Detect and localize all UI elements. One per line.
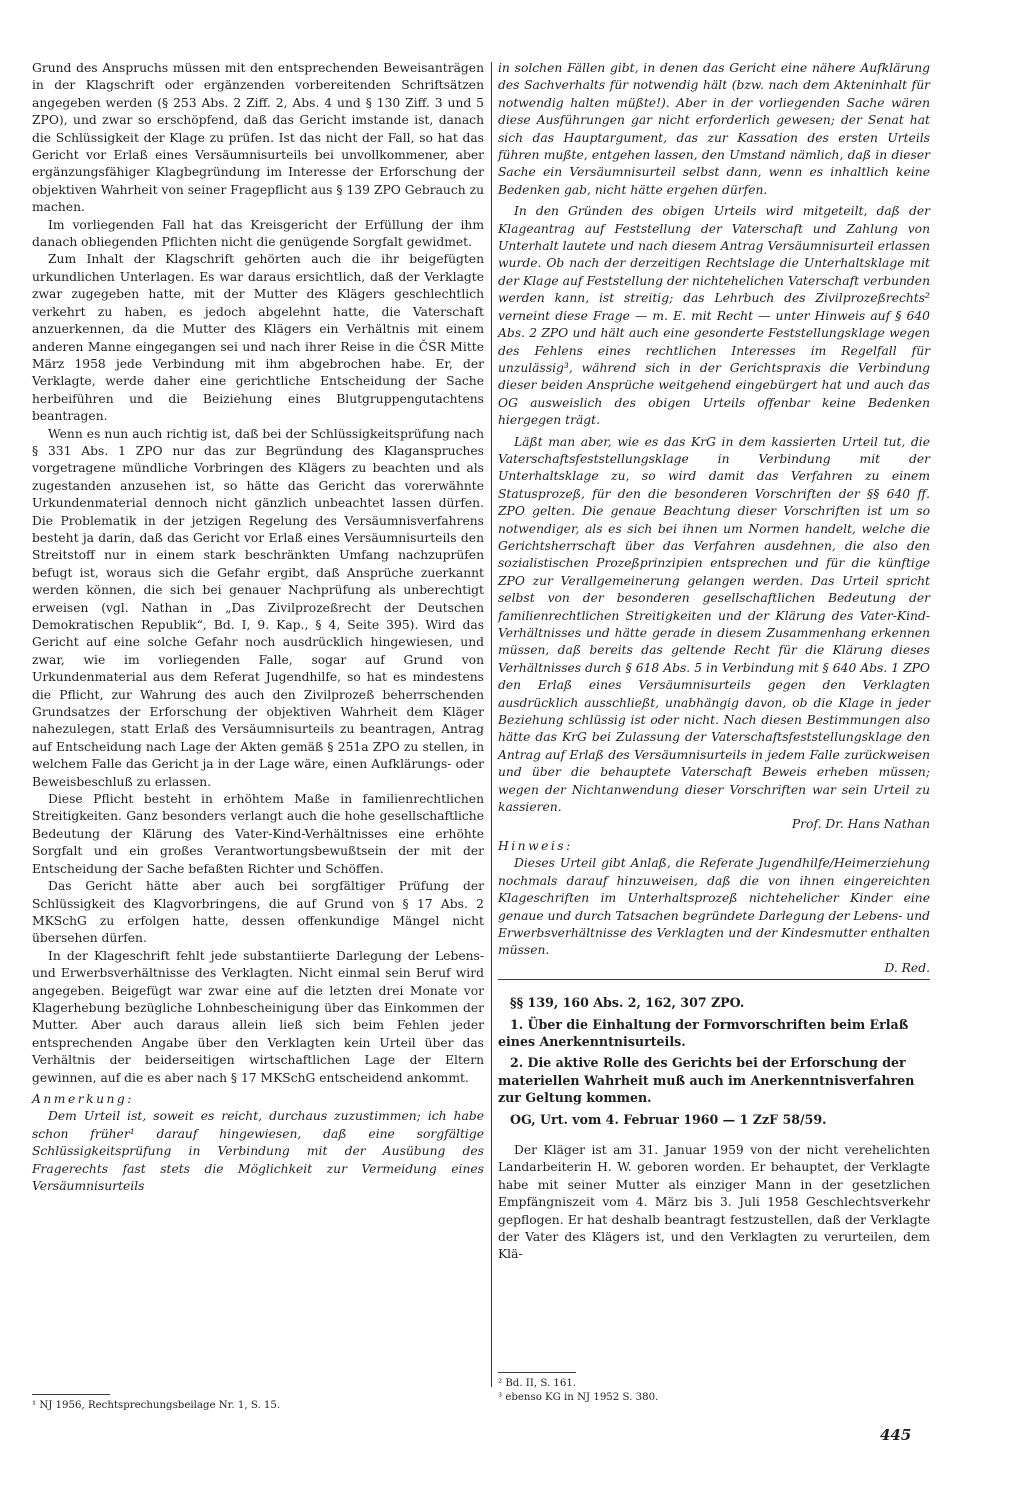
note-heading: Anmerkung: xyxy=(32,1091,134,1106)
left-paragraph-1: Grund des Anspruchs müssen mit den entsprechenden Beweisanträgen in der Klagschrift oder ergänzenden vorbereitenden Schriftsätzen angegeben werden (§ 253 Abs. 2 Ziff. 2, Abs. 4 und § 130 Ziff. 3 und 5 ZPO), und zwar so erschöpfend, daß das Gericht imstande ist, danach die Schlüssigkeit der Klage zu prüfen. Ist das nicht der Fall, so hat das Gericht vor Erlaß eines Versäumnisurteils bei unvollkommener, aber ergänzungsfähiger Klagbegründung im Interesse der Erforschung der objektiven Wahrheit von seiner Fragepflicht aus § 139 ZPO Gebrauch zu machen. xyxy=(32,61,484,215)
left-paragraph-4: Wenn es nun auch richtig ist, daß bei der Schlüssigkeitsprüfung nach § 331 Abs. 1 ZPO nur das zur Begründung des Klaganspruches vorgetragene mündliche Vorbringen des Klägers zu beachten und als zugestanden anzusehen ist, so hätte das Gericht das vorerwähnte Urkundenmaterial dennoch nicht gänzlich unbeachtet lassen dürfen. Die Problematik in der jetzigen Regelung des Versäumnisverfahrens besteht ja darin, daß das Gericht vor Erlaß eines Versäumnisurteils den Streitstoff nur in einem stark beschränkten Umfang nachzuprüfen befugt ist, woraus sich die Gefahr ergibt, daß Ansprüche zuerkannt werden können, die sich bei genauer Nachprüfung als unberechtigt erweisen (vgl. Nathan in „Das Zivilprozeßrecht der Deutschen Demokratischen Republik“, Bd. I, 9. Kap., § 4, Seite 395). Wird das Gericht auf eine solche Gefahr noch ausdrücklich hingewiesen, und zwar, wie im vorliegenden Falle, sogar auf Grund von Urkundenmaterial aus dem Referat Jugendhilfe, so hat es mindestens die Pflicht, zur Wahrung des auch den Zivilprozeß beherrschenden Grundsatzes der Erforschung der objektiven Wahrheit dem Kläger nahezulegen, statt Erlaß des Versäumnisurteils zu beantragen, Antrag auf Entscheidung nach Lage der Akten gemäß § 251a ZPO zu stellen, in welchem Falle das Gericht ja in der Lage wäre, einen Aufklärungs- oder Beweisbeschluß zu erlassen. xyxy=(32,426,484,789)
left-paragraph-3: Zum Inhalt der Klagschrift gehörten auch die ihr beigefügten urkundlichen Unterlagen. Es war daraus ersichtlich, daß der Verklagte zwar zugegeben hatte, mit der Mutter des Klägers geschlechtlich verkehrt zu haben, es jedoch abgelehnt hatte, die Vaterschaft anzuerkennen, da die Mutter des Klägers ein Verhältnis mit einem anderen Manne eingegangen sei und nach ihrer Reise in die ČSR Mitte März 1958 jede Verbindung mit ihm abgebrochen habe. Er, der Verklagte, werde daher eine gerichtliche Entscheidung der Sache herbeiführen und die Beiziehung eines Blutgruppengutachtens beantragen. xyxy=(32,252,484,424)
footnote-rule-left xyxy=(32,1394,110,1395)
left-column xyxy=(32,60,484,1195)
footnote-1: ¹ NJ 1956, Rechtsprechungsbeilage Nr. 1, S. 15. xyxy=(32,1400,281,1411)
left-paragraph-6: Das Gericht hätte aber auch bei sorgfältiger Prüfung der Schlüssigkeit des Klagvorbringens, die auf Grund von § 17 Abs. 2 MKSchG zu erfolgen hatte, dessen offenkundige Mängel nicht übersehen dürfen. xyxy=(32,879,484,946)
left-paragraph-5: Diese Pflicht besteht in erhöhtem Maße in familienrechtlichen Streitigkeiten. Ganz besonders verlangt auch die hohe gesellschaftliche Bedeutung der Klärung des Vater-Kind-Verhältnisses eine erhöhte Sorgfalt und ein großes Verantwortungsbewußtsein der mit der Entscheidung der Sache befaßten Richter und Schöffen. xyxy=(32,792,484,876)
footnotes-left xyxy=(32,1394,484,1413)
case-court-citation: OG, Urt. vom 4. Februar 1960 — 1 ZzF 58/59. xyxy=(510,1111,827,1127)
note-text: Dem Urteil ist, soweit es reicht, durchaus zuzustimmen; ich habe schon früher¹ darauf hingewiesen, daß eine sorgfältige Schlüssigkeitsprüfung in Verbindung mit der Ausübung des Fragerechts fast stets die Möglichkeit zur Vermeidung eines Versäumnisurteils xyxy=(32,1109,484,1193)
case-text: Der Kläger ist am 31. Januar 1959 von der nicht verehelichten Landarbeiterin H. W. geboren worden. Er behauptet, der Verklagte habe mit seiner Mutter als einziger Mann in der gesetzlichen Empfängniszeit vom 4. März bis 3. Juli 1958 Geschlechtsverkehr gepflogen. Er hat deshalb beantragt festzustellen, daß der Verklagte der Vater des Klägers ist, und den Verklagten zu verurteilen, dem Klä- xyxy=(498,1142,930,1262)
left-paragraph-7: In der Klageschrift fehlt jede substantiierte Darlegung der Lebens- und Erwerbsverhältnisse des Verklagten. Nicht einmal sein Beruf wird angegeben. Beigefügt war zwar eine auf die letzten drei Monate vor Klagerhebung bezügliche Lohnbescheinigung über das Einkommen der Mutter. Aber auch daraus allein ließ sich beim Fehlen jeder entsprechenden Angabe über den Verklagten kein Urteil über das Verhältnis der beiderseitigen wirtschaftlichen Lage der Eltern gewinnen, auf die es aber nach § 17 MKSchG entscheidend ankommt. xyxy=(32,948,484,1085)
right-paragraph-1: in solchen Fällen gibt, in denen das Gericht eine nähere Aufklärung des Sachverhalts für notwendig hält (bzw. nach dem Akteninhalt für notwendig halten müßte!). Aber in der vorliegenden Sache wären diese Ausführungen gar nicht erforderlich gewesen; der Senat hat sich das Hauptargument, das zur Kassation des ersten Urteils führen mußte, entgehen lassen, den Umstand nämlich, daß in dieser Sache ein Versäumnisurteil selbst dann, wenn es inhaltlich keine Bedenken gab, nicht hätte ergehen dürfen. xyxy=(498,61,930,197)
right-paragraph-3: Läßt man aber, wie es das KrG in dem kassierten Urteil tut, die Vaterschaftsfeststellungsklage in Verbindung mit der Unterhaltsklage zu, so wird damit das Verfahren zu einem Statusprozeß, für den die besonderen Vorschriften der §§ 640 ff. ZPO gelten. Die genaue Beachtung dieser Vorschriften ist um so notwendiger, als es sich bei ihnen um Normen handelt, welche die Gerichtsherrschaft über das Verfahren ausdehnen, die also den sozialistischen Prozeßprinzipien entsprechen und für die künftige ZPO zur Verallgemeinerung gelangen werden. Das Urteil spricht selbst von der besonderen gesellschaftlichen Bedeutung der familienrechtlichen Streitigkeiten und der Klärung des Vater-Kind-Verhältnisses und hätte gerade in diesem Zusammenhang erkennen müssen, daß bereits das geltende Recht für die Klärung dieses Verhältnisses durch § 618 Abs. 5 in Verbindung mit § 640 Abs. 1 ZPO den Erlaß eines Versäumnisurteils gegen den Verklagten ausdrücklich ausschließt, unabhängig davon, ob die Klage in jeder Beziehung schlüssig ist oder nicht. Nach diesen Bestimmungen also hätte das KrG bei Zulassung der Vaterschaftsfeststellungsklage den Antrag auf Erlaß des Versäumnisurteils in jedem Falle zurückweisen und über die behauptete Vaterschaft Beweis erheben müssen; wegen der Nichtanwendung dieser Vorschriften war sein Urteil zu kassieren. xyxy=(498,434,930,815)
page-number: 445 xyxy=(880,1426,912,1444)
hinweis-heading: Hinweis: xyxy=(498,838,573,853)
footnote-3: ³ ebenso KG in NJ 1952 S. 380. xyxy=(498,1392,659,1403)
editor-signature: D. Red. xyxy=(884,960,930,975)
hinweis-text: Dieses Urteil gibt Anlaß, die Referate Jugendhilfe/Heimerziehung nochmals darauf hinzuweisen, daß die von ihnen eingereichten Klageschriften im Unterhaltsprozeß nichtehelicher Kinder eine genaue und durch Tatsachen begründete Darlegung der Lebens- und Erwerbsverhältnisse des Verklagten und der Kindesmutter enthalten müssen. xyxy=(498,856,930,958)
section-divider xyxy=(498,979,930,980)
right-paragraph-2: In den Gründen des obigen Urteils wird mitgeteilt, daß der Klageantrag auf Feststellung der Vaterschaft und Zahlung von Unterhalt lautete und nach diesem Antrag Versäumnisurteil erlassen wurde. Ob nach der derzeitigen Rechtslage die Unterhaltsklage mit der Klage auf Feststellung der nichtehelichen Vaterschaft verbunden werden kann, ist streitig; das Lehrbuch des Zivilprozeßrechts² verneint diese Frage — m. E. mit Recht — unter Hinweis auf § 640 Abs. 2 ZPO und hält auch eine gesonderte Feststellungsklage wegen des Fehlens eines rechtlichen Interesses im Regelfall für unzulässig³, während sich in der Gerichtspraxis die Verbindung dieser beiden Ansprüche weitgehend eingebürgert hat und auch das OG ausweislich des obigen Urteils offenbar keine Bedenken hiergegen trägt. xyxy=(498,204,930,428)
footnote-2: ² Bd. II, S. 161. xyxy=(498,1378,577,1389)
footnote-rule-right xyxy=(498,1372,576,1373)
case-point-1: 1. Über die Einhaltung der Formvorschriften beim Erlaß eines Anerkenntnisurteils. xyxy=(498,1016,909,1049)
left-paragraph-2: Im vorliegenden Fall hat das Kreisgericht der Erfüllung der ihm danach obliegenden Pflichten nicht die genügende Sorgfalt gewidmet. xyxy=(32,217,484,250)
case-point-2: 2. Die aktive Rolle des Gerichts bei der Erforschung der materiellen Wahrheit muß auch im Anerkenntnisverfahren zur Geltung kommen. xyxy=(498,1055,915,1106)
case-statutes: §§ 139, 160 Abs. 2, 162, 307 ZPO. xyxy=(510,995,745,1011)
author-signature: Prof. Dr. Hans Nathan xyxy=(791,817,930,832)
column-divider xyxy=(491,62,492,1387)
right-column xyxy=(498,60,930,1264)
footnotes-right xyxy=(498,1372,930,1405)
